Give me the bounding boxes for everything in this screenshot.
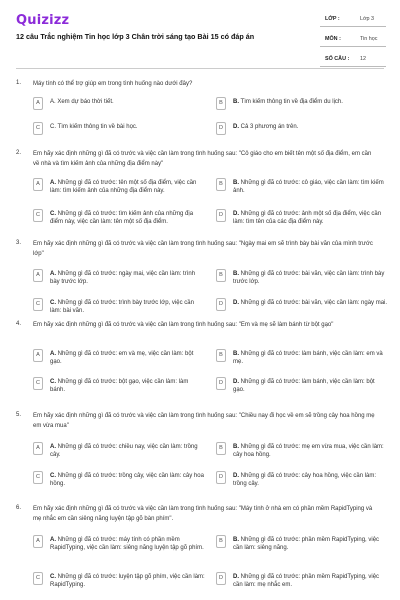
option-letter-box: A xyxy=(33,97,43,110)
document-header xyxy=(0,0,400,64)
meta-row-class xyxy=(312,14,386,34)
option-text xyxy=(50,210,205,227)
option-body: C. Tìm kiếm thông tin về bài học. xyxy=(50,124,138,130)
option-body: Những gì đã có trước: ngày mai, việc cần làm: trình bày trước lớp. xyxy=(50,271,196,286)
option-prefix: D. xyxy=(233,379,239,385)
option-letter-box: B xyxy=(216,178,226,191)
option-letter-box: A xyxy=(33,349,43,362)
option-text xyxy=(50,536,205,553)
meta-value: Tin học xyxy=(360,36,378,42)
option-body: Những gì đã có trước: tìm kiếm ảnh của những địa điểm này, việc cần làm: tên một số địa điểm. xyxy=(50,211,194,226)
option-letter-box: C xyxy=(33,122,43,135)
option-text xyxy=(50,299,205,316)
option-body: Những gì đã có trước: em và mẹ, việc cần làm: bột gạo. xyxy=(50,351,194,366)
option-body: Những gì đã có trước: mẹ em vừa mua, việc cần làm: cây hoa hồng. xyxy=(233,444,384,459)
option-text xyxy=(233,472,388,489)
option-text xyxy=(233,536,388,553)
question-text: Em hãy xác định những gì đã có trước và việc cần làm trong tình huống sau: "Ngày mai em sẽ trình bày bài văn của mình trước lớp" xyxy=(33,241,373,257)
option-prefix: C. xyxy=(50,574,56,580)
option-text xyxy=(233,299,388,307)
question-text: Em hãy xác định những gì đã có trước và việc cần làm trong tình huống sau: "Em và mẹ sẽ làm bánh từ bột gạo" xyxy=(33,322,334,328)
option-body: Những gì đã có trước: bột gạo, việc cần làm: làm bánh. xyxy=(50,379,189,394)
option-letter-box: C xyxy=(33,471,43,484)
option-letter-box: D xyxy=(216,471,226,484)
option-body: Cả 3 phương án trên. xyxy=(239,124,299,130)
option-letter-box: B xyxy=(216,535,226,548)
option-text xyxy=(233,443,388,460)
option-body: Những gì đã có trước: tên một số địa điểm, việc cần làm: tìm kiếm ảnh của những địa điểm này. xyxy=(50,180,197,195)
option-prefix: C. xyxy=(50,379,56,385)
option-prefix: A. xyxy=(50,444,56,450)
option-prefix: A. xyxy=(50,351,56,357)
meta-value: 12 xyxy=(360,56,366,62)
option-prefix: B. xyxy=(233,271,239,277)
option-text xyxy=(233,210,388,227)
option-letter-box: D xyxy=(216,209,226,222)
option-body: Những gì đã có trước: trình bày trước lớp, việc cần làm: bài văn. xyxy=(50,300,194,315)
meta-label: MÔN : xyxy=(325,36,341,42)
option-prefix: A. xyxy=(50,271,56,277)
option-prefix: B. xyxy=(233,99,239,105)
option-body: Những gì đã có trước: trồng cây, việc cần làm: cây hoa hồng. xyxy=(50,473,204,488)
meta-row-subject xyxy=(312,34,386,54)
option-letter-box: B xyxy=(216,97,226,110)
option-text xyxy=(50,472,205,489)
option-prefix: C. xyxy=(50,211,56,217)
option-text xyxy=(50,350,205,367)
question-number: 1. xyxy=(16,80,22,86)
option-text xyxy=(233,123,388,131)
option-letter-box: D xyxy=(216,122,226,135)
option-letter-box: B xyxy=(216,349,226,362)
option-letter-box: A xyxy=(33,535,43,548)
option-body: Những gì đã có trước: ảnh một số địa điểm, việc cần làm: tìm tên của các địa điểm này. xyxy=(233,211,382,226)
option-text xyxy=(50,179,205,196)
option-prefix: D. xyxy=(233,574,239,580)
option-body: Những gì đã có trước: luyện tập gõ phím, việc cần làm: RapidTyping. xyxy=(50,574,205,589)
meta-divider xyxy=(320,26,386,27)
option-text xyxy=(50,378,205,395)
question-number: 4. xyxy=(16,321,22,327)
option-body: Những gì đã có trước: bài văn, việc cần làm: trình bày trước lớp. xyxy=(233,271,385,286)
option-text xyxy=(50,270,205,287)
question-number: 2. xyxy=(16,150,22,156)
question-text: Máy tính có thể trợ giúp em trong tình huống nào dưới đây? xyxy=(33,81,193,87)
meta-label: SỐ CÂU : xyxy=(325,56,350,62)
option-prefix: B. xyxy=(233,537,239,543)
meta-divider xyxy=(320,46,386,47)
option-letter-box: D xyxy=(216,298,226,311)
option-prefix: B. xyxy=(233,180,239,186)
option-prefix: C. xyxy=(50,300,56,306)
option-prefix: D. xyxy=(233,473,239,479)
option-body: Tìm kiếm thông tin về địa điểm du lịch. xyxy=(239,99,343,105)
option-text xyxy=(233,179,388,196)
option-text xyxy=(50,123,205,131)
meta-label: LỚP : xyxy=(325,16,340,22)
option-prefix: A. xyxy=(50,537,56,543)
option-text xyxy=(50,573,205,590)
meta-value: Lớp 3 xyxy=(360,16,375,22)
option-letter-box: A xyxy=(33,442,43,455)
option-body: Những gì đã có trước: phần mềm RapidTyping, việc cần làm: siêng năng. xyxy=(233,537,380,552)
option-prefix: C. xyxy=(50,473,56,479)
meta-row-count xyxy=(312,54,386,74)
option-body: Những gì đã có trước: cây hoa hồng, việc cần làm: trồng cây. xyxy=(233,473,377,488)
question-text: Em hãy xác định những gì đã có trước và việc cần làm trong tình huống sau: "Chiều nay đi học về em sẽ trồng cây hoa hồng mẹ em vừa mua" xyxy=(33,413,375,429)
quizizz-logo: Quizizz xyxy=(16,13,70,28)
option-prefix: B. xyxy=(233,444,239,450)
question-text: Em hãy xác định những gì đã có trước và việc cần làm trong tình huống sau: "Máy tính ở nhà em có phần mềm RapidTyping và mẹ nhắc em cần siêng năng luyện tập gõ bàn phím". xyxy=(33,506,373,522)
option-letter-box: A xyxy=(33,269,43,282)
option-body: Những gì đã có trước: làm bánh, việc cần làm: bột gạo. xyxy=(233,379,375,394)
option-text xyxy=(233,270,388,287)
option-body: Những gì đã có trước: phần mềm RapidTyping, việc cần làm: mẹ nhắc em. xyxy=(233,574,380,589)
meta-divider xyxy=(320,66,386,67)
option-prefix: A. xyxy=(50,180,56,186)
option-text xyxy=(50,443,205,460)
option-body: Những gì đã có trước: cô giáo, việc cần làm: tìm kiếm ảnh. xyxy=(233,180,384,195)
option-body: A. Xem dự báo thời tiết. xyxy=(50,99,114,105)
question-number: 3. xyxy=(16,240,22,246)
question-text: Em hãy xác định những gì đã có trước và việc cần làm trong tình huống sau: "Cô giáo cho em biết tên một số địa điểm, em cần về nhà và tìm kiếm ảnh của những địa điểm này" xyxy=(33,151,372,167)
option-prefix: D. xyxy=(233,211,239,217)
option-text xyxy=(233,378,388,395)
option-body: Những gì đã có trước: bài văn, việc cần làm: ngày mai. xyxy=(239,300,388,306)
option-prefix: D. xyxy=(233,124,239,130)
question-number: 5. xyxy=(16,412,22,418)
option-letter-box: C xyxy=(33,298,43,311)
option-body: Những gì đã có trước: chiều nay, việc cần làm: trồng cây. xyxy=(50,444,198,459)
option-letter-box: C xyxy=(33,572,43,585)
option-text xyxy=(50,98,205,106)
option-body: Những gì đã có trước: làm bánh, việc cần làm: em và mẹ. xyxy=(233,351,383,366)
option-prefix: D. xyxy=(233,300,239,306)
option-letter-box: B xyxy=(216,269,226,282)
option-letter-box: B xyxy=(216,442,226,455)
option-letter-box: C xyxy=(33,209,43,222)
option-letter-box: D xyxy=(216,572,226,585)
option-prefix: B. xyxy=(233,351,239,357)
option-text xyxy=(233,350,388,367)
header-divider xyxy=(16,68,384,69)
option-text xyxy=(233,98,388,106)
document-title: 12 câu Trắc nghiệm Tin học lớp 3 Chân trời sáng tạo Bài 15 có đáp án xyxy=(16,32,255,41)
option-body: Những gì đã có trước: máy tính có phần mềm RapidTyping, việc cần làm: siêng năng luyện tập gõ phím. xyxy=(50,537,204,552)
question-number: 6. xyxy=(16,505,22,511)
option-text xyxy=(233,573,388,590)
option-letter-box: D xyxy=(216,377,226,390)
option-letter-box: A xyxy=(33,178,43,191)
meta-table xyxy=(312,14,386,74)
option-letter-box: C xyxy=(33,377,43,390)
